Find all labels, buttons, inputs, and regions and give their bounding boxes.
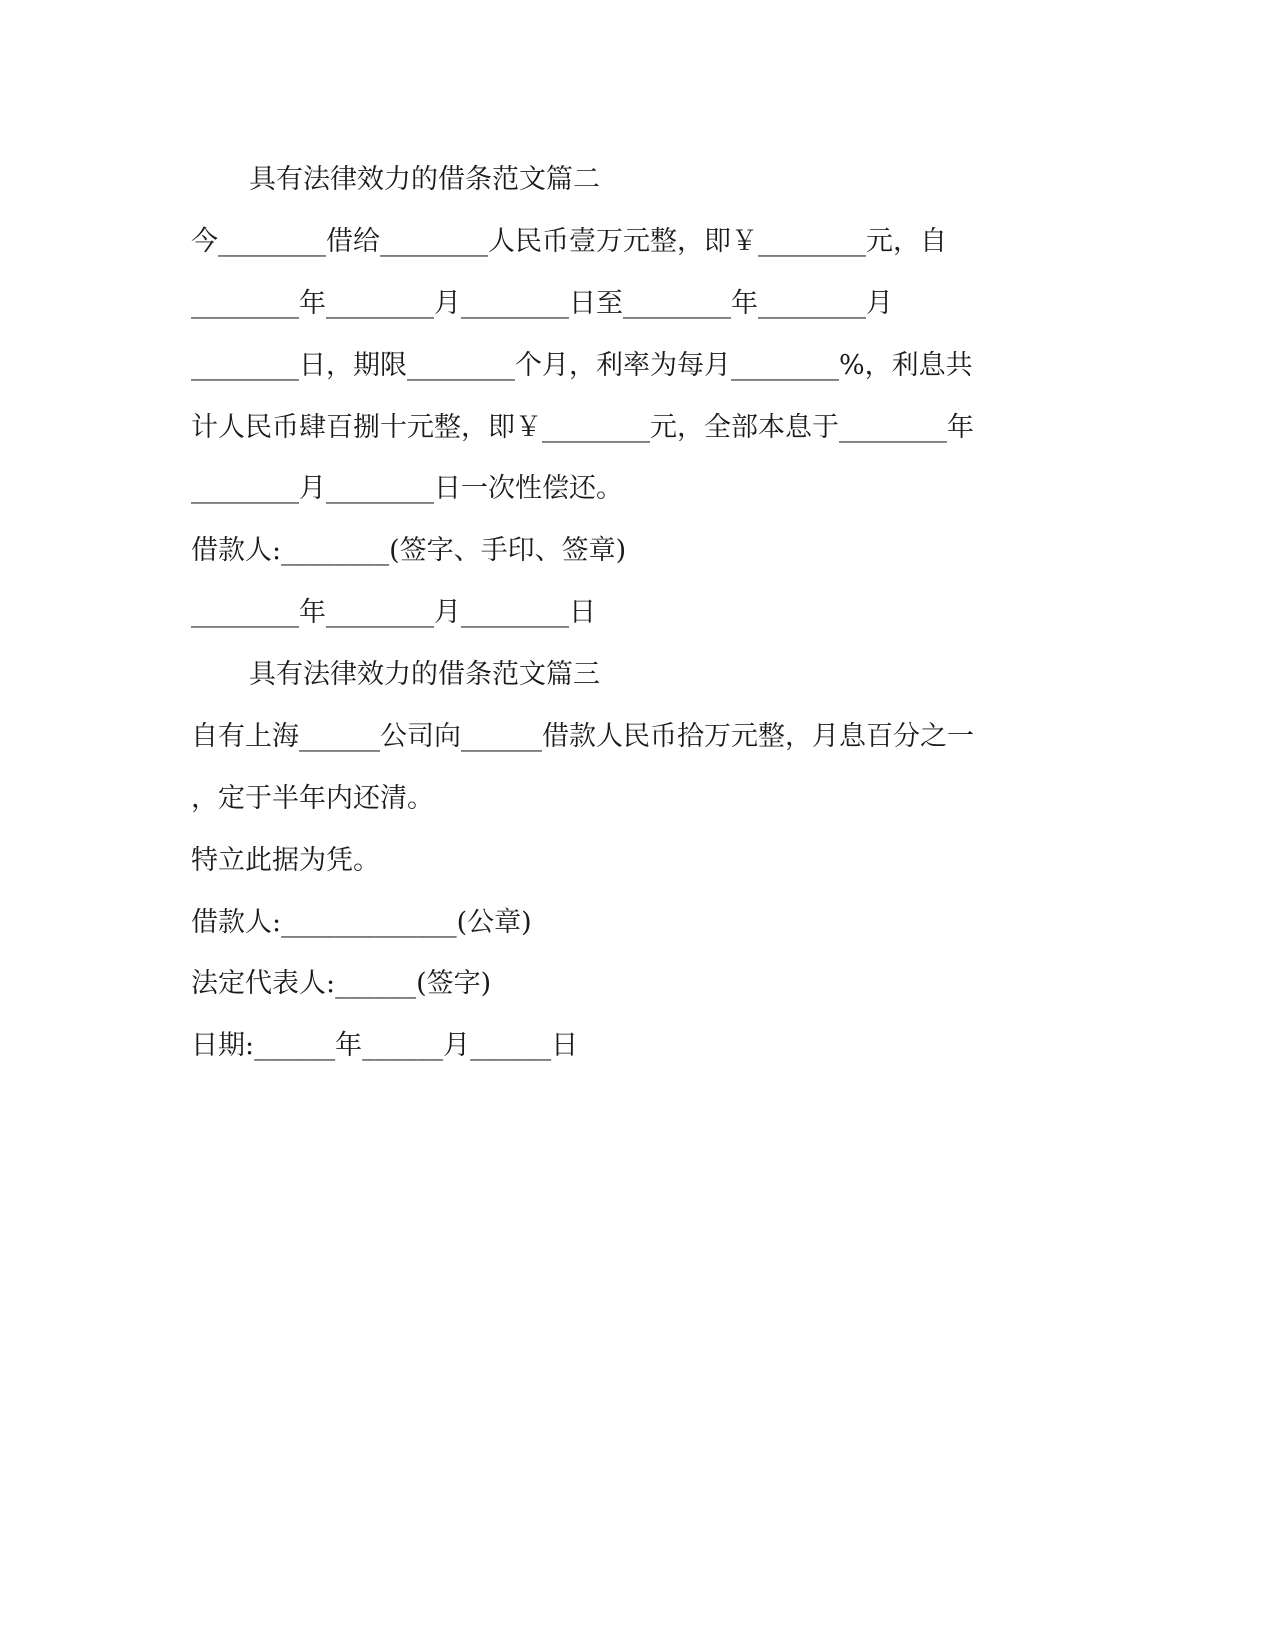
section-two-borrower-line: 借款人:________(签字、手印、签章) [191, 535, 627, 566]
section-three-date-line: 日期:______年______月______日 [191, 1030, 579, 1061]
section-three-borrower-line: 借款人:_____________(公章) [191, 907, 532, 938]
section-two-body-line-4: 计人民币肆百捌十元整，即￥________元，全部本息于________年 [191, 412, 974, 443]
section-three-heading: 具有法律效力的借条范文篇三 [249, 659, 600, 690]
section-three-proof-line: 特立此据为凭。 [191, 845, 380, 876]
section-three-legal-rep-line: 法定代表人:______(签字) [191, 968, 492, 999]
section-two-body-line-2: ________年________月________日至________年________月 [191, 288, 893, 319]
section-two-body-line-3: ________日，期限________个月，利率为每月________%，利息共 [191, 350, 973, 381]
section-three-body-line-2: ，定于半年内还清。 [191, 783, 434, 814]
section-two-body-line-1: 今________借给________人民币壹万元整，即￥________元，自 [191, 226, 947, 257]
section-two-heading: 具有法律效力的借条范文篇二 [249, 164, 600, 195]
section-three-body-line-1: 自有上海______公司向______借款人民币拾万元整，月息百分之一 [191, 721, 974, 752]
section-two-body-line-5: ________月________日一次性偿还。 [191, 473, 623, 504]
section-two-date-line: ________年________月________日 [191, 597, 596, 628]
